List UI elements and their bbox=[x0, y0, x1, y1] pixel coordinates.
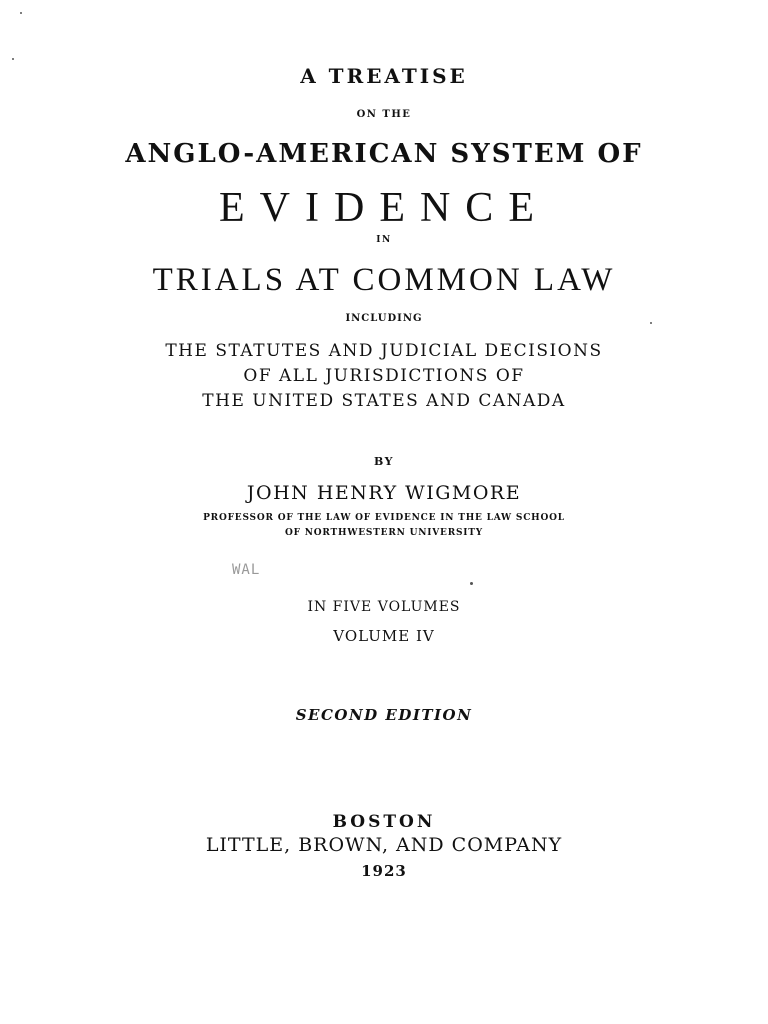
publisher-city: BOSTON bbox=[332, 812, 436, 832]
evidence-title: EVIDENCE bbox=[219, 185, 549, 231]
scan-speck bbox=[20, 12, 22, 14]
author-title-line-1: PROFESSOR OF THE LAW OF EVIDENCE IN THE LAW SCHOOL bbox=[203, 513, 565, 523]
system-heading: ANGLO-AMERICAN SYSTEM OF bbox=[125, 139, 643, 169]
treatise-heading: A TREATISE bbox=[300, 64, 468, 88]
statutes-line-2: OF ALL JURISDICTIONS OF bbox=[243, 366, 525, 386]
volume-number: VOLUME IV bbox=[333, 627, 435, 645]
trials-heading: TRIALS AT COMMON LAW bbox=[152, 262, 616, 298]
scan-speck bbox=[470, 582, 473, 585]
statutes-line-3: THE UNITED STATES AND CANADA bbox=[202, 391, 566, 411]
scan-speck bbox=[12, 58, 14, 60]
library-stamp: WAL bbox=[232, 562, 261, 578]
including-line: INCLUDING bbox=[345, 313, 423, 324]
publisher-name: LITTLE, BROWN, AND COMPANY bbox=[205, 834, 563, 856]
author-title-line-2: OF NORTHWESTERN UNIVERSITY bbox=[284, 528, 484, 538]
volumes-note: IN FIVE VOLUMES bbox=[307, 599, 461, 615]
edition-line: SECOND EDITION bbox=[295, 706, 473, 724]
in-line: IN bbox=[376, 235, 392, 245]
author-name: JOHN HENRY WIGMORE bbox=[246, 482, 522, 504]
statutes-line-1: THE STATUTES AND JUDICIAL DECISIONS bbox=[165, 341, 603, 361]
publication-year: 1923 bbox=[361, 862, 407, 880]
scan-speck bbox=[650, 322, 652, 324]
by-line: BY bbox=[374, 455, 394, 468]
on-the-line: ON THE bbox=[356, 109, 412, 120]
